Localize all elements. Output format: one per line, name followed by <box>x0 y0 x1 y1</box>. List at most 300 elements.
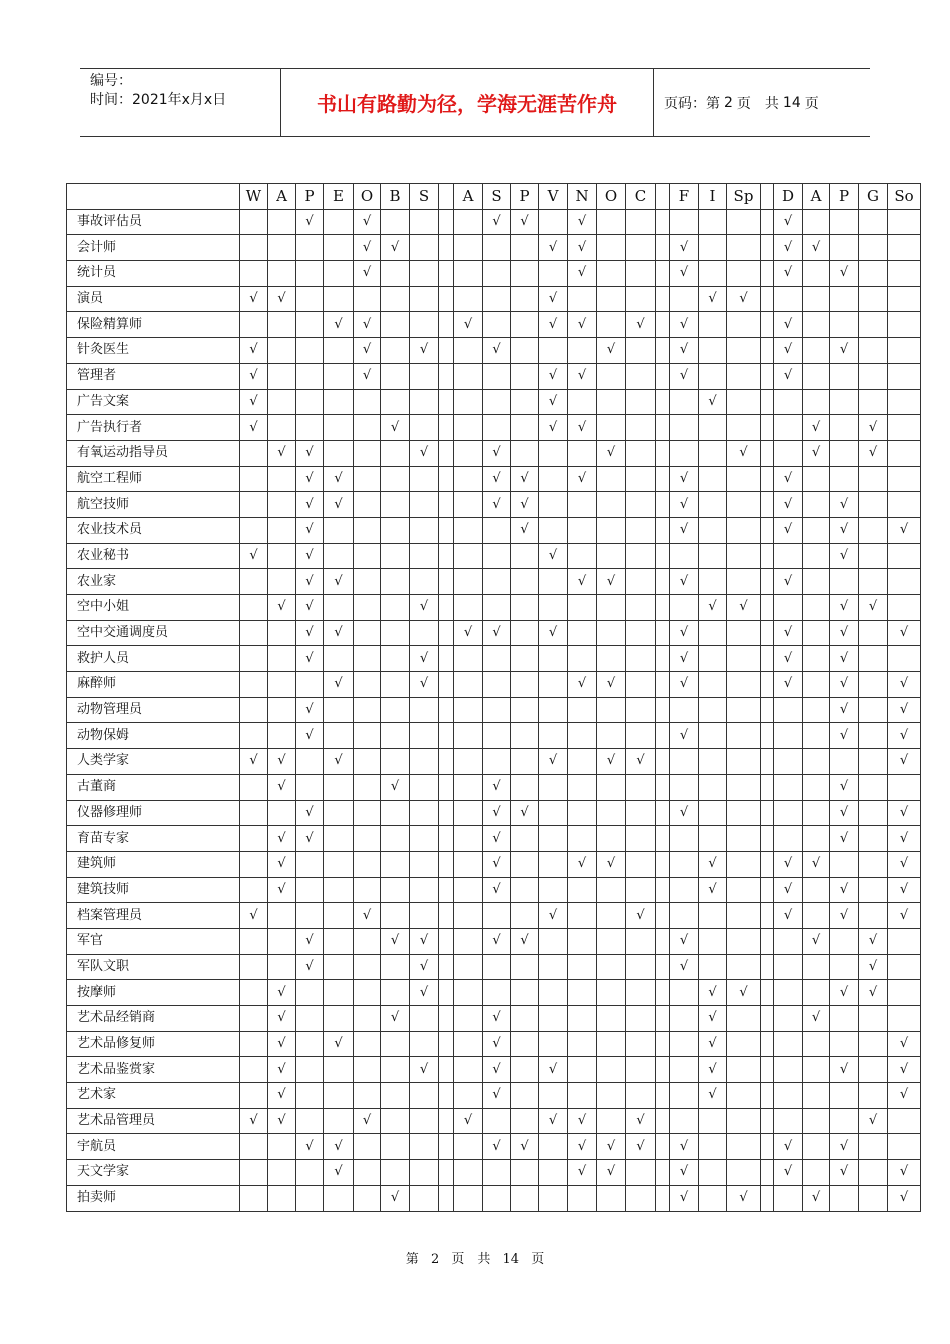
empty-cell <box>597 646 626 672</box>
empty-cell <box>539 440 568 466</box>
empty-cell <box>511 389 539 415</box>
empty-cell <box>354 1160 381 1186</box>
empty-cell <box>888 338 921 364</box>
empty-cell <box>439 492 454 518</box>
empty-cell <box>699 826 727 852</box>
empty-cell <box>511 595 539 621</box>
table-row <box>67 415 921 441</box>
empty-cell <box>483 543 511 569</box>
empty-cell <box>240 1083 268 1109</box>
empty-cell <box>727 209 761 235</box>
occupation-name: 会计师 <box>67 235 240 261</box>
empty-cell <box>410 466 439 492</box>
check-mark: √ <box>539 1108 568 1134</box>
empty-cell <box>656 235 670 261</box>
empty-cell <box>268 209 296 235</box>
empty-cell <box>439 723 454 749</box>
empty-cell <box>803 312 830 338</box>
occupation-name: 建筑师 <box>67 851 240 877</box>
empty-cell <box>296 338 324 364</box>
empty-cell <box>354 415 381 441</box>
empty-cell <box>888 492 921 518</box>
empty-cell <box>727 415 761 441</box>
empty-cell <box>859 312 888 338</box>
table-row <box>67 903 921 929</box>
table-row <box>67 1031 921 1057</box>
column-header: I <box>699 184 727 210</box>
empty-cell <box>511 620 539 646</box>
empty-cell <box>888 389 921 415</box>
empty-cell <box>381 697 410 723</box>
empty-cell <box>859 261 888 287</box>
empty-cell <box>454 1057 483 1083</box>
empty-cell <box>761 877 774 903</box>
check-mark: √ <box>568 1134 597 1160</box>
empty-cell <box>296 1083 324 1109</box>
check-mark: √ <box>268 851 296 877</box>
empty-cell <box>774 980 803 1006</box>
check-mark: √ <box>626 1134 656 1160</box>
empty-cell <box>410 1031 439 1057</box>
empty-cell <box>727 954 761 980</box>
check-mark: √ <box>888 877 921 903</box>
empty-cell <box>454 903 483 929</box>
check-mark: √ <box>568 312 597 338</box>
check-mark: √ <box>354 209 381 235</box>
check-mark: √ <box>670 312 699 338</box>
check-mark: √ <box>830 1160 859 1186</box>
check-mark: √ <box>699 389 727 415</box>
check-mark: √ <box>774 261 803 287</box>
empty-cell <box>324 389 354 415</box>
empty-cell <box>568 1031 597 1057</box>
check-mark: √ <box>483 492 511 518</box>
column-header: A <box>268 184 296 210</box>
empty-cell <box>859 235 888 261</box>
empty-cell <box>888 415 921 441</box>
empty-cell <box>410 569 439 595</box>
empty-cell <box>656 517 670 543</box>
empty-cell <box>381 389 410 415</box>
empty-cell <box>454 389 483 415</box>
empty-cell <box>699 697 727 723</box>
empty-cell <box>656 286 670 312</box>
empty-cell <box>439 543 454 569</box>
empty-cell <box>803 543 830 569</box>
empty-cell <box>568 1006 597 1032</box>
occupation-name: 航空工程师 <box>67 466 240 492</box>
empty-cell <box>439 1134 454 1160</box>
empty-cell <box>761 312 774 338</box>
table-row <box>67 1083 921 1109</box>
check-mark: √ <box>597 440 626 466</box>
check-mark: √ <box>296 646 324 672</box>
empty-cell <box>803 517 830 543</box>
empty-cell <box>324 800 354 826</box>
empty-cell <box>830 363 859 389</box>
occupation-name: 动物管理员 <box>67 697 240 723</box>
empty-cell <box>439 389 454 415</box>
empty-cell <box>626 492 656 518</box>
empty-cell <box>656 338 670 364</box>
check-mark: √ <box>888 697 921 723</box>
empty-cell <box>354 826 381 852</box>
empty-cell <box>381 1160 410 1186</box>
empty-cell <box>539 1134 568 1160</box>
empty-cell <box>324 928 354 954</box>
empty-cell <box>761 286 774 312</box>
empty-cell <box>803 363 830 389</box>
page-header <box>80 68 870 137</box>
empty-cell <box>859 697 888 723</box>
empty-cell <box>410 903 439 929</box>
check-mark: √ <box>268 877 296 903</box>
empty-cell <box>511 1006 539 1032</box>
empty-cell <box>888 1134 921 1160</box>
empty-cell <box>439 261 454 287</box>
check-mark: √ <box>699 1031 727 1057</box>
check-mark: √ <box>410 595 439 621</box>
empty-cell <box>830 569 859 595</box>
empty-cell <box>354 389 381 415</box>
empty-cell <box>727 800 761 826</box>
empty-cell <box>568 646 597 672</box>
check-mark: √ <box>597 672 626 698</box>
empty-cell <box>354 1031 381 1057</box>
check-mark: √ <box>296 723 324 749</box>
empty-cell <box>727 338 761 364</box>
check-mark: √ <box>296 492 324 518</box>
empty-cell <box>761 595 774 621</box>
empty-cell <box>439 569 454 595</box>
empty-cell <box>803 338 830 364</box>
empty-cell <box>670 1006 699 1032</box>
empty-cell <box>354 774 381 800</box>
table-row <box>67 1134 921 1160</box>
empty-cell <box>268 800 296 826</box>
empty-cell <box>454 363 483 389</box>
empty-cell <box>539 697 568 723</box>
empty-cell <box>699 928 727 954</box>
check-mark: √ <box>774 1160 803 1186</box>
check-mark: √ <box>296 517 324 543</box>
empty-cell <box>324 723 354 749</box>
empty-cell <box>454 980 483 1006</box>
empty-cell <box>454 466 483 492</box>
empty-cell <box>511 851 539 877</box>
empty-cell <box>539 826 568 852</box>
empty-cell <box>699 749 727 775</box>
empty-cell <box>859 774 888 800</box>
empty-cell <box>597 1057 626 1083</box>
empty-cell <box>324 1006 354 1032</box>
empty-cell <box>803 800 830 826</box>
footer-suffix: 页 <box>531 1252 545 1267</box>
empty-cell <box>511 569 539 595</box>
empty-cell <box>511 1057 539 1083</box>
empty-cell <box>859 1134 888 1160</box>
empty-cell <box>511 543 539 569</box>
check-mark: √ <box>774 569 803 595</box>
empty-cell <box>410 543 439 569</box>
check-mark: √ <box>483 774 511 800</box>
empty-cell <box>381 723 410 749</box>
empty-cell <box>656 415 670 441</box>
header-meta <box>80 69 281 136</box>
empty-cell <box>859 517 888 543</box>
footer-page-number: 2 <box>430 1252 440 1267</box>
column-header: G <box>859 184 888 210</box>
column-header: P <box>830 184 859 210</box>
empty-cell <box>381 517 410 543</box>
table-row <box>67 851 921 877</box>
check-mark: √ <box>511 209 539 235</box>
check-mark: √ <box>240 363 268 389</box>
table-row <box>67 980 921 1006</box>
empty-cell <box>240 1006 268 1032</box>
check-mark: √ <box>888 1160 921 1186</box>
empty-cell <box>381 312 410 338</box>
check-mark: √ <box>699 286 727 312</box>
check-mark: √ <box>888 903 921 929</box>
empty-cell <box>803 492 830 518</box>
check-mark: √ <box>888 620 921 646</box>
occupation-name: 农业秘书 <box>67 543 240 569</box>
table-row <box>67 800 921 826</box>
empty-cell <box>699 1185 727 1211</box>
empty-cell <box>381 338 410 364</box>
empty-cell <box>656 826 670 852</box>
empty-cell <box>483 646 511 672</box>
table-row <box>67 1006 921 1032</box>
empty-cell <box>511 1083 539 1109</box>
empty-cell <box>830 928 859 954</box>
column-header: O <box>597 184 626 210</box>
empty-cell <box>568 1083 597 1109</box>
empty-cell <box>656 261 670 287</box>
check-mark: √ <box>774 903 803 929</box>
empty-cell <box>324 209 354 235</box>
empty-cell <box>381 209 410 235</box>
empty-cell <box>761 1057 774 1083</box>
table-row <box>67 774 921 800</box>
empty-cell <box>240 672 268 698</box>
empty-cell <box>626 569 656 595</box>
empty-cell <box>439 363 454 389</box>
empty-cell <box>439 980 454 1006</box>
empty-cell <box>296 749 324 775</box>
empty-cell <box>354 980 381 1006</box>
empty-cell <box>626 826 656 852</box>
empty-cell <box>888 440 921 466</box>
empty-cell <box>296 1057 324 1083</box>
check-mark: √ <box>268 1057 296 1083</box>
empty-cell <box>439 595 454 621</box>
empty-cell <box>597 492 626 518</box>
footer-page-total: 14 <box>502 1252 520 1267</box>
empty-cell <box>761 749 774 775</box>
empty-cell <box>483 980 511 1006</box>
empty-cell <box>670 749 699 775</box>
empty-cell <box>670 697 699 723</box>
check-mark: √ <box>511 517 539 543</box>
empty-cell <box>727 697 761 723</box>
check-mark: √ <box>568 1160 597 1186</box>
check-mark: √ <box>240 903 268 929</box>
table-row <box>67 261 921 287</box>
check-mark: √ <box>354 903 381 929</box>
check-mark: √ <box>511 492 539 518</box>
column-header: Sp <box>727 184 761 210</box>
empty-cell <box>439 517 454 543</box>
empty-cell <box>410 851 439 877</box>
empty-cell <box>670 286 699 312</box>
empty-cell <box>626 517 656 543</box>
empty-cell <box>539 1185 568 1211</box>
occupation-name: 天文学家 <box>67 1160 240 1186</box>
check-mark: √ <box>699 877 727 903</box>
table-row <box>67 1108 921 1134</box>
check-mark: √ <box>483 851 511 877</box>
check-mark: √ <box>324 672 354 698</box>
empty-cell <box>568 517 597 543</box>
check-mark: √ <box>268 826 296 852</box>
empty-cell <box>597 928 626 954</box>
empty-cell <box>803 209 830 235</box>
empty-cell <box>268 697 296 723</box>
check-mark: √ <box>381 774 410 800</box>
empty-cell <box>381 800 410 826</box>
check-mark: √ <box>410 672 439 698</box>
check-mark: √ <box>670 672 699 698</box>
empty-cell <box>597 543 626 569</box>
check-mark: √ <box>324 1031 354 1057</box>
empty-cell <box>888 569 921 595</box>
empty-cell <box>656 389 670 415</box>
check-mark: √ <box>354 338 381 364</box>
check-mark: √ <box>597 851 626 877</box>
empty-cell <box>727 1031 761 1057</box>
empty-cell <box>240 851 268 877</box>
check-mark: √ <box>859 440 888 466</box>
empty-cell <box>454 415 483 441</box>
table-row <box>67 389 921 415</box>
check-mark: √ <box>670 235 699 261</box>
empty-cell <box>439 466 454 492</box>
empty-cell <box>761 440 774 466</box>
empty-cell <box>727 1108 761 1134</box>
empty-cell <box>268 1185 296 1211</box>
empty-cell <box>539 851 568 877</box>
check-mark: √ <box>774 877 803 903</box>
check-mark: √ <box>511 466 539 492</box>
check-mark: √ <box>774 620 803 646</box>
empty-cell <box>656 672 670 698</box>
empty-cell <box>761 800 774 826</box>
empty-cell <box>761 235 774 261</box>
empty-cell <box>439 209 454 235</box>
empty-cell <box>454 1006 483 1032</box>
empty-cell <box>439 235 454 261</box>
empty-cell <box>381 543 410 569</box>
empty-cell <box>597 235 626 261</box>
empty-cell <box>774 1057 803 1083</box>
empty-cell <box>656 1160 670 1186</box>
empty-cell <box>626 466 656 492</box>
empty-cell <box>803 620 830 646</box>
empty-cell <box>539 800 568 826</box>
check-mark: √ <box>597 569 626 595</box>
empty-cell <box>803 1108 830 1134</box>
check-mark: √ <box>888 749 921 775</box>
empty-cell <box>483 954 511 980</box>
empty-cell <box>240 928 268 954</box>
check-mark: √ <box>324 620 354 646</box>
empty-cell <box>830 286 859 312</box>
check-mark: √ <box>774 646 803 672</box>
empty-cell <box>539 261 568 287</box>
check-mark: √ <box>830 903 859 929</box>
empty-cell <box>830 440 859 466</box>
check-mark: √ <box>774 363 803 389</box>
empty-cell <box>354 1185 381 1211</box>
empty-cell <box>727 517 761 543</box>
empty-cell <box>626 543 656 569</box>
empty-cell <box>761 492 774 518</box>
empty-cell <box>568 954 597 980</box>
empty-cell <box>539 209 568 235</box>
check-mark: √ <box>296 826 324 852</box>
empty-cell <box>626 877 656 903</box>
check-mark: √ <box>888 1057 921 1083</box>
empty-cell <box>240 1031 268 1057</box>
empty-cell <box>699 1134 727 1160</box>
empty-cell <box>483 415 511 441</box>
empty-cell <box>656 595 670 621</box>
empty-cell <box>597 800 626 826</box>
empty-cell <box>727 543 761 569</box>
column-header: S <box>410 184 439 210</box>
check-mark: √ <box>483 620 511 646</box>
empty-cell <box>240 440 268 466</box>
empty-cell <box>761 415 774 441</box>
check-mark: √ <box>410 338 439 364</box>
table-row <box>67 363 921 389</box>
check-mark: √ <box>324 466 354 492</box>
empty-cell <box>803 261 830 287</box>
empty-cell <box>859 800 888 826</box>
empty-cell <box>483 749 511 775</box>
empty-cell <box>888 928 921 954</box>
empty-cell <box>483 723 511 749</box>
empty-cell <box>774 1006 803 1032</box>
empty-cell <box>296 286 324 312</box>
empty-cell <box>597 954 626 980</box>
header-page-info <box>654 69 870 136</box>
empty-cell <box>597 415 626 441</box>
empty-cell <box>626 646 656 672</box>
check-mark: √ <box>240 415 268 441</box>
check-mark: √ <box>268 774 296 800</box>
empty-cell <box>296 389 324 415</box>
check-mark: √ <box>483 1057 511 1083</box>
empty-cell <box>656 980 670 1006</box>
empty-cell <box>626 723 656 749</box>
empty-cell <box>699 954 727 980</box>
table-row <box>67 440 921 466</box>
check-mark: √ <box>830 774 859 800</box>
occupation-name: 救护人员 <box>67 646 240 672</box>
